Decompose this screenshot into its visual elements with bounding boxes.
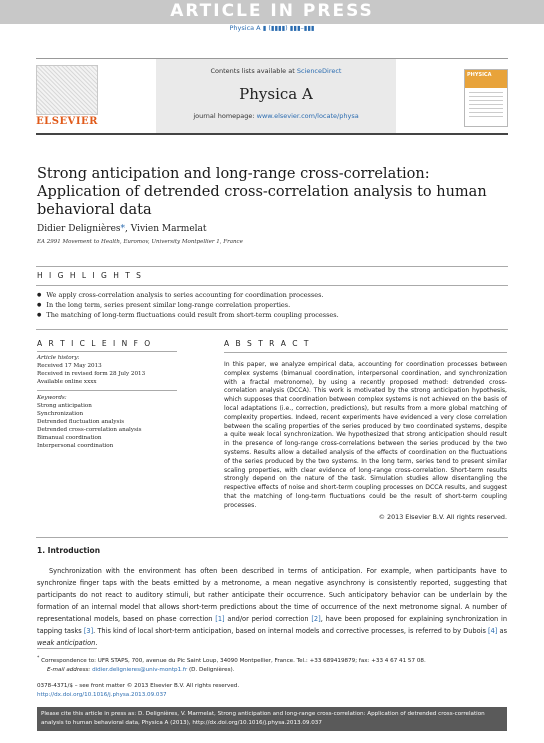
article-info-rule [37, 351, 177, 352]
abstract [224, 346, 507, 521]
author-list [37, 224, 207, 234]
journal-reference: Physica A ▮ (▮▮▮▮) ▮▮▮–▮▮▮ [229, 24, 315, 32]
citation-link[interactable]: [4] [488, 627, 498, 635]
sciencedirect-link[interactable]: ScienceDirect [296, 67, 342, 75]
keyword: Interpersonal coordination [37, 443, 114, 449]
citation-box: Please cite this article in press as: D. Delignières, V. Marmelat, Strong anticipation and long-range cross-correlation: Application of detrended cross-correlation analysis to human behavioral data, Physica A (2013), http://dx.doi.org/10.1016/j.physa.2013.09.037 [37, 707, 507, 731]
homepage-prefix: journal homepage: [193, 112, 257, 120]
email-line [37, 666, 507, 675]
email-link[interactable]: didier.delignieres@univ-montp1.fr [92, 666, 188, 673]
intro-text: , have been proposed for explaining synchronization in tapping tasks [37, 615, 507, 635]
elsevier-logo [36, 65, 98, 127]
email-suffix: (D. Delignières). [187, 666, 235, 673]
keyword: Synchronization [37, 411, 84, 417]
author-rest: , Vivien Marmelat [125, 224, 207, 234]
article-info [37, 356, 177, 450]
section-heading-introduction: 1. Introduction [37, 546, 101, 555]
journal-homepage-line [156, 112, 396, 120]
history-item: Received 17 May 2013 [37, 363, 102, 369]
journal-cover-thumbnail [464, 69, 508, 127]
highlight-item: ● We apply cross-correlation analysis to series accounting for coordination processes. [37, 291, 507, 299]
issn-line: 0378-4371/$ – see front matter © 2013 Elsevier B.V. All rights reserved. [37, 683, 240, 689]
intro-text: as [497, 627, 507, 635]
contents-line [156, 67, 396, 75]
correspondence-text: Correspondence to: UFR STAPS, 700, avenue du Pic Saint Loup, 34090 Montpellier, France. Tel.: +33 689419879; fax: +33 4 67 41 57 08. [39, 657, 426, 664]
journal-header [36, 58, 508, 133]
citation-link[interactable]: [1] [215, 615, 225, 623]
keywords-label: Keywords: [37, 395, 67, 401]
footnote-mark: * [37, 656, 40, 661]
publisher-logo-text: ELSEVIER [36, 116, 98, 127]
history-item: Received in revised form 28 July 2013 [37, 371, 146, 377]
introduction-paragraph [37, 565, 507, 649]
footnote-rule [37, 648, 97, 649]
banner-text: ARTICLE IN PRESS [170, 1, 374, 21]
highlights-top-rule [36, 266, 508, 267]
journal-homepage-link[interactable]: www.elsevier.com/locate/physa [256, 112, 359, 120]
doi-link[interactable]: http://dx.doi.org/10.1016/j.physa.2013.09.037 [37, 692, 167, 698]
highlight-item: ● In the long term, series present similar long-range correlation properties. [37, 301, 507, 309]
highlights-bottom-rule [36, 329, 508, 330]
abstract-bottom-rule [36, 537, 508, 538]
corresponding-author-mark[interactable]: * [120, 224, 126, 234]
correspondence-note [37, 654, 507, 666]
keyword: Strong anticipation [37, 403, 92, 409]
journal-title: Physica A [239, 85, 313, 103]
author-first: Didier Delignières [37, 224, 121, 234]
highlights-list [37, 291, 507, 321]
header-divider [36, 133, 508, 135]
intro-text: and/or period correction [224, 615, 312, 623]
affiliation: EA 2991 Movement to Health, Euromov, University Montpellier 1, France [37, 239, 243, 245]
contents-prefix: Contents lists available at [210, 67, 297, 75]
keywords-rule [37, 390, 177, 391]
abstract-label: A B S T R A C T [224, 339, 311, 348]
abstract-copyright: © 2013 Elsevier B.V. All rights reserved. [378, 512, 507, 521]
cover-text-lines [469, 92, 503, 120]
keyword: Detrended fluctuation analysis [37, 419, 125, 425]
article-title: Strong anticipation and long-range cross-correlation: Application of detrended cross-correlation analysis to human behavioral data [37, 166, 487, 218]
abstract-text: In this paper, we analyze empirical data, accounting for coordination processes between complex systems (bimanual coordination, interpersonal coordination, and synchronization with a fractal metronome), by using a recently proposed method: detrended cross-correlation analysis (DCCA). This work is motivated by the strong anticipation hypothesis, which supposes that coordination between complex systems is not achieved on the basis of local adaptations (i.e., correction, predictions), but results from a more global matching of complexity properties. Indeed, recent experiments have evidenced a very close correlation between the scaling properties of the series produced by two coordinated systems, despite a quite weak local synchronization. We hypothesized that strong anticipation should result in the presence of long-range cross-correlations between the series produced by the two systems. Results allow a detailed analysis of the effects of coordination on the fluctuations of the series produced by the two systems. In the long term, series tend to present similar scaling properties, with clear evidence of long-range cross-correlation. Short-term results strongly depend on the nature of the task. Simulation studies allow disentangling the respective effects of noise and short-term coupling processes on DCCA results, and suggest that the matching of long-term fluctuations could be the result of short-term coupling processes. [224, 361, 507, 509]
intro-emphasis: weak anticipation [37, 639, 96, 647]
journal-masthead [156, 59, 396, 133]
history-item: Available online xxxx [37, 379, 97, 385]
intro-text: . [95, 639, 98, 647]
email-label: E-mail address: [47, 666, 93, 673]
history-label: Article history: [37, 355, 80, 361]
intro-text: . This kind of local short-term anticipation, based on internal models and corrective processes, is referred to by Dubois [93, 627, 489, 635]
keyword: Detrended cross-correlation analysis [37, 427, 142, 433]
highlights-label: H I G H L I G H T S [37, 271, 143, 280]
keyword: Bimanual coordination [37, 435, 102, 441]
cover-label: PHYSICA [465, 70, 507, 88]
highlight-item: ● The matching of long-term fluctuations could result from short-term coupling processes. [37, 311, 507, 319]
elsevier-tree-icon [36, 65, 98, 115]
citation-link[interactable]: [3] [83, 627, 94, 635]
footnote [37, 654, 507, 675]
issn-block [37, 682, 239, 700]
citation-link[interactable]: [2] [311, 615, 321, 623]
article-info-label: A R T I C L E I N F O [37, 339, 153, 348]
article-in-press-banner [0, 0, 544, 24]
intro-text: Synchronization with the environment has often been described in terms of anticipation. For example, when participants have to synchronize finger taps with the beats emitted by a metronome, a mean negative asynchrony is consistently reported, suggesting that participants do not react to auditory stimuli, but rather anticipate their occurrence. Such anticipatory behavior can be underlain by the formation of an internal model that allows short-term predictions about the time of occurrence of the next metronome signal. A number of representational models, based on phase correction [37, 567, 507, 623]
highlights-rule [36, 285, 508, 286]
abstract-rule [224, 352, 507, 353]
